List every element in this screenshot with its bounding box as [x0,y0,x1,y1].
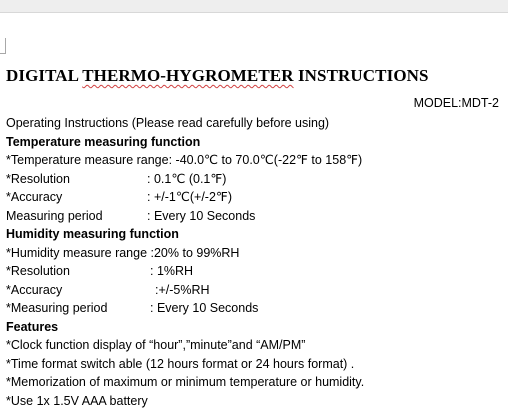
document-page [6,0,506,414]
feature-item: *Memorization of maximum or minimum temperature or humidity. [6,375,365,389]
model-number: MODEL:MDT-2 [413,96,499,110]
temperature-period-value: : Every 10 Seconds [147,209,256,223]
humidity-period-row [6,300,306,316]
humidity-heading: Humidity measuring function [6,227,179,241]
humidity-resolution-label: *Resolution [6,264,70,278]
title-word-thermo-hygrometer: THERMO-HYGROMETER [82,66,294,85]
title-word-digital: DIGITAL [6,66,83,85]
document-title [6,66,429,86]
temperature-period-row [6,208,306,224]
temperature-resolution-row [6,171,306,187]
intro-text: Operating Instructions (Please read carefully before using) [6,116,330,130]
humidity-range: *Humidity measure range :20% to 99%RH [6,246,240,260]
temperature-heading: Temperature measuring function [6,135,201,149]
temperature-accuracy-value: : +/-1℃(+/-2℉) [147,190,232,204]
humidity-period-value: : Every 10 Seconds [150,301,259,315]
feature-item: *Use 1x 1.5V AAA battery [6,394,148,408]
humidity-period-label: *Measuring period [6,301,108,315]
temperature-accuracy-label: *Accuracy [6,190,63,204]
humidity-accuracy-value: :+/-5%RH [155,283,210,297]
humidity-resolution-row [6,263,306,279]
feature-item: *Clock function display of “hour”,”minute”and “AM/PM” [6,338,306,352]
humidity-resolution-value: : 1%RH [150,264,194,278]
temperature-resolution-label: *Resolution [6,172,70,186]
temperature-accuracy-row [6,189,306,205]
features-heading: Features [6,320,59,334]
title-word-instructions: INSTRUCTIONS [293,66,429,85]
humidity-accuracy-label: *Accuracy [6,283,63,297]
temperature-range: *Temperature measure range: -40.0℃ to 70.0℃(-22℉ to 158℉) [6,153,363,167]
humidity-accuracy-row [6,282,306,298]
feature-item: *Time format switch able (12 hours format or 24 hours format) . [6,357,355,371]
temperature-period-label: Measuring period [6,209,103,223]
temperature-resolution-value: : 0.1℃ (0.1℉) [147,172,227,186]
